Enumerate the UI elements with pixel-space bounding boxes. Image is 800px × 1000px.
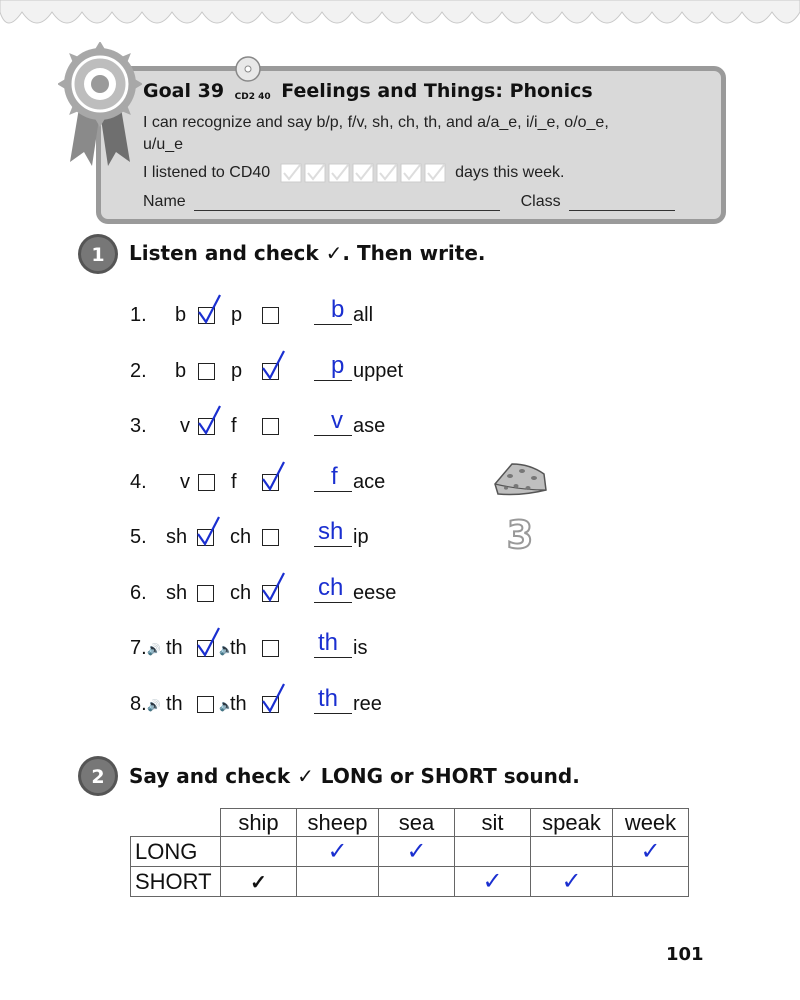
page-number: 101: [666, 944, 704, 965]
option-2: p: [231, 360, 243, 382]
item-number: 3.: [130, 415, 147, 437]
goal-title: Feelings and Things: Phonics: [281, 80, 593, 102]
option-1: th: [166, 693, 183, 715]
table-header-row: [131, 809, 689, 837]
item-number: 2.: [130, 360, 147, 382]
short-cell[interactable]: [221, 867, 297, 897]
word-header: sea: [379, 809, 455, 837]
cd-icon: [229, 56, 267, 82]
exercise-row: [0, 574, 800, 614]
check-mark-icon: [260, 348, 286, 382]
answer-blank[interactable]: [314, 491, 352, 492]
short-cell[interactable]: [379, 867, 455, 897]
cheese-icon: [492, 460, 548, 498]
check-mark-icon: ✓: [406, 838, 427, 865]
option-2: f: [231, 415, 237, 437]
long-cell[interactable]: [613, 837, 689, 867]
speaker-icon: 🔈: [219, 644, 233, 656]
word-header: week: [613, 809, 689, 837]
option-2: f: [231, 471, 237, 493]
exercise-row: [0, 407, 800, 447]
option-1: th: [166, 637, 183, 659]
option-2: th: [230, 637, 247, 659]
answer-blank[interactable]: [314, 713, 352, 714]
item-number: 4.: [130, 471, 147, 493]
item-number: 6.: [130, 582, 147, 604]
word-header: speak: [531, 809, 613, 837]
check-mark-icon: [196, 403, 222, 437]
item-number: 5.: [130, 526, 147, 548]
day-tick-boxes[interactable]: [279, 162, 447, 184]
scalloped-border: [0, 0, 800, 34]
section1-instruction: Listen and check ✓. Then write.: [129, 241, 486, 265]
answer-letters: ch: [318, 574, 344, 601]
side-number: 3: [506, 514, 534, 554]
answer-letters: v: [331, 407, 343, 434]
class-label: Class: [520, 193, 561, 210]
answer-blank[interactable]: [314, 324, 352, 325]
long-cell[interactable]: [531, 837, 613, 867]
answer-blank[interactable]: [314, 435, 352, 436]
word-ending: ace: [353, 471, 386, 493]
word-ending: ree: [353, 693, 382, 715]
long-short-table: [130, 808, 689, 897]
check-mark-icon: [195, 514, 221, 548]
check-mark-icon: ✓: [250, 871, 267, 894]
option-1: v: [180, 471, 190, 493]
listened-prefix: I listened to CD40: [143, 164, 271, 182]
option-2: ch: [230, 526, 252, 548]
option-1: b: [175, 304, 187, 326]
option-1: b: [175, 360, 187, 382]
short-cell[interactable]: [455, 867, 531, 897]
word-ending: is: [353, 637, 368, 659]
speaker-icon: 🔈: [219, 700, 233, 712]
word-ending: all: [353, 304, 374, 326]
word-header: ship: [221, 809, 297, 837]
option-1: sh: [166, 526, 188, 548]
goal-objective-line1: I can recognize and say b/p, f/v, sh, ch, th, and a/a_e, i/i_e, o/o_e,: [143, 114, 609, 131]
table-row-long: [131, 837, 689, 867]
answer-blank[interactable]: [314, 602, 352, 603]
item-number: 8.: [130, 693, 147, 715]
row-label-short: SHORT: [131, 867, 221, 897]
check-mark-icon: ✓: [327, 838, 348, 865]
short-cell[interactable]: [613, 867, 689, 897]
word-ending: eese: [353, 582, 397, 604]
answer-letters: p: [331, 352, 345, 379]
three-numeral-image: [504, 514, 536, 554]
option-1-checkbox[interactable]: [198, 363, 215, 380]
exercise-row: [0, 629, 800, 669]
long-cell[interactable]: [297, 837, 379, 867]
word-header: sit: [455, 809, 531, 837]
short-cell[interactable]: [531, 867, 613, 897]
item-number: 7.: [130, 637, 147, 659]
section1-number: 1: [91, 244, 105, 266]
name-label: Name: [143, 193, 186, 210]
class-field[interactable]: [569, 192, 675, 211]
check-mark-icon: ✓: [640, 838, 661, 865]
word-ending: ase: [353, 415, 386, 437]
answer-letters: b: [331, 296, 345, 323]
exercise-row: [0, 685, 800, 725]
answer-letters: th: [318, 629, 339, 656]
check-mark-icon: ✓: [561, 868, 582, 895]
exercise-row: [0, 518, 800, 558]
table-row-short: [131, 867, 689, 897]
option-2-checkbox[interactable]: [262, 418, 279, 435]
section2-number: 2: [91, 766, 105, 788]
goal-number: Goal 39: [143, 80, 225, 102]
speaker-icon: 🔊: [147, 700, 161, 712]
exercise-row: [0, 352, 800, 392]
option-2-checkbox[interactable]: [262, 640, 279, 657]
goal-objective-line2: u/u_e: [143, 136, 184, 153]
answer-letters: th: [318, 685, 339, 712]
answer-blank[interactable]: [314, 657, 352, 658]
option-1-checkbox[interactable]: [197, 585, 214, 602]
option-1-checkbox[interactable]: [197, 696, 214, 713]
check-mark-icon: [260, 681, 286, 715]
option-1-checkbox[interactable]: [198, 474, 215, 491]
section2-instruction: Say and check ✓ LONG or SHORT sound.: [129, 764, 580, 788]
answer-letters: sh: [318, 518, 344, 545]
long-cell[interactable]: [379, 837, 455, 867]
check-mark-icon: [260, 459, 286, 493]
exercise-row: [0, 296, 800, 336]
item-number: 1.: [130, 304, 147, 326]
check-mark-icon: ✓: [482, 868, 503, 895]
answer-blank[interactable]: [314, 380, 352, 381]
word-header: sheep: [297, 809, 379, 837]
option-2: th: [230, 693, 247, 715]
long-cell[interactable]: [221, 837, 297, 867]
word-ending: uppet: [353, 360, 404, 382]
check-mark-icon: [260, 570, 286, 604]
badge-icon: [58, 42, 142, 172]
speaker-icon: 🔊: [147, 644, 161, 656]
section-number-badge: [76, 754, 120, 798]
answer-letters: f: [331, 463, 338, 490]
listened-suffix: days this week.: [455, 164, 565, 182]
section-number-badge: [76, 232, 120, 276]
option-2: ch: [230, 582, 252, 604]
long-cell[interactable]: [455, 837, 531, 867]
exercise-row: [0, 463, 800, 503]
cd-label: CD2 40: [234, 92, 271, 102]
short-cell[interactable]: [297, 867, 379, 897]
row-label-long: LONG: [131, 837, 221, 867]
option-1: v: [180, 415, 190, 437]
option-1: sh: [166, 582, 188, 604]
option-2: p: [231, 304, 243, 326]
answer-blank[interactable]: [314, 546, 352, 547]
name-field[interactable]: [194, 192, 500, 211]
table-corner: [131, 809, 221, 837]
check-mark-icon: [196, 292, 222, 326]
option-2-checkbox[interactable]: [262, 307, 279, 324]
check-mark-icon: [195, 625, 221, 659]
option-2-checkbox[interactable]: [262, 529, 279, 546]
word-ending: ip: [353, 526, 369, 548]
